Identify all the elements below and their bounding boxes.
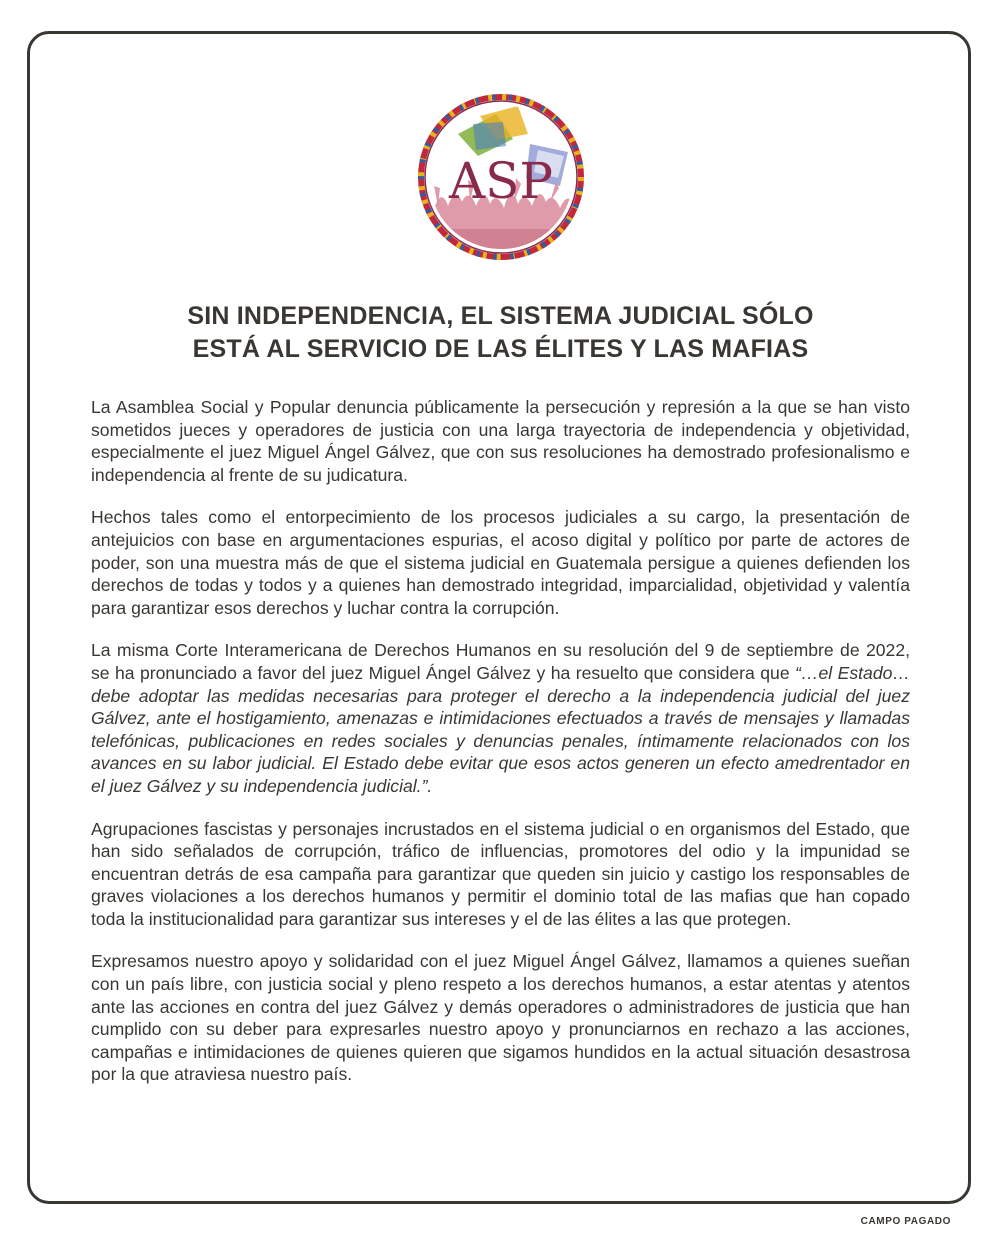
- paid-notice: CAMPO PAGADO: [860, 1216, 951, 1227]
- headline-line-2: ESTÁ AL SERVICIO DE LAS ÉLITES Y LAS MAFIAS: [192, 335, 809, 363]
- paragraph-2: Hechos tales como el entorpecimiento de los procesos judiciales a su cargo, la presentación de antejuicios con base en argumentaciones espurias, el acoso digital y político por parte de actores de poder, son una muestra más de que el sistema judicial en Guatemala persigue a quienes defienden los derechos de todas y todos y a quienes han demostrado integridad, imparcialidad, objetividad y valentía para garantizar esos derechos y luchar contra la corrupción.: [91, 507, 910, 618]
- page-title: [60, 300, 941, 366]
- paragraph-1: La Asamblea Social y Popular denuncia públicamente la persecución y represión a la que se han visto sometidos jueces y operadores de justicia con una larga trayectoria de independencia y objetividad, especialmente el juez Miguel Ángel Gálvez, que con sus resoluciones ha demostrado profesionalismo e independencia al frente de su judicatura.: [91, 397, 910, 485]
- paragraph-3: [91, 639, 910, 797]
- asp-logo-icon: [418, 94, 584, 260]
- paragraph-3-intro: La misma Corte Interamericana de Derechos Humanos en su resolución del 9 de septiembre de 2022, se ha pronunciado a favor del juez Miguel Ángel Gálvez y ha resuelto que considera que: [91, 640, 910, 683]
- headline-line-1: SIN INDEPENDENCIA, EL SISTEMA JUDICIAL SÓLO: [187, 302, 814, 330]
- statement-body: [91, 396, 910, 1106]
- paragraph-4: Agrupaciones fascistas y personajes incrustados en el sistema judicial o en organismos del Estado, que han sido señalados de corrupción, tráfico de influencias, promotores del odio y la impunidad se encuentran detrás de esa campaña para garantizar que queden sin juicio y castigo los responsables de graves violaciones a los derechos humanos y permitir el dominio total de las mafias que han copado toda la institucionalidad para garantizar sus intereses y el de las élites a las que protegen.: [91, 818, 910, 929]
- paragraph-3-quote: “…el Estado… debe adoptar las medidas necesarias para proteger el derecho a la independencia judicial del juez Gálvez, ante el hostigamiento, amenazas e intimidaciones efectuados a través de mensajes y llamadas telefónicas, publicaciones en redes sociales y denuncias penales, íntimamente relacionados con los avances en su labor judicial. El Estado debe evitar que esos actos generen un efecto amedrentador en el juez Gálvez y su independencia judicial.”.: [91, 662, 910, 796]
- logo-text: ASP: [448, 152, 554, 210]
- paragraph-5: Expresamos nuestro apoyo y solidaridad con el juez Miguel Ángel Gálvez, llamamos a quienes sueñan con un país libre, con justicia social y pleno respeto a los derechos humanos, a estar atentas y atentos ante las acciones en contra del juez Gálvez y demás operadores o administradores de justicia que han cumplido con su deber para expresarles nuestro apoyo y pronunciarnos en rechazo a las acciones, campañas e intimidaciones de quienes quieren que sigamos hundidos en la actual situación desastrosa por la que atraviesa nuestro país.: [91, 951, 910, 1085]
